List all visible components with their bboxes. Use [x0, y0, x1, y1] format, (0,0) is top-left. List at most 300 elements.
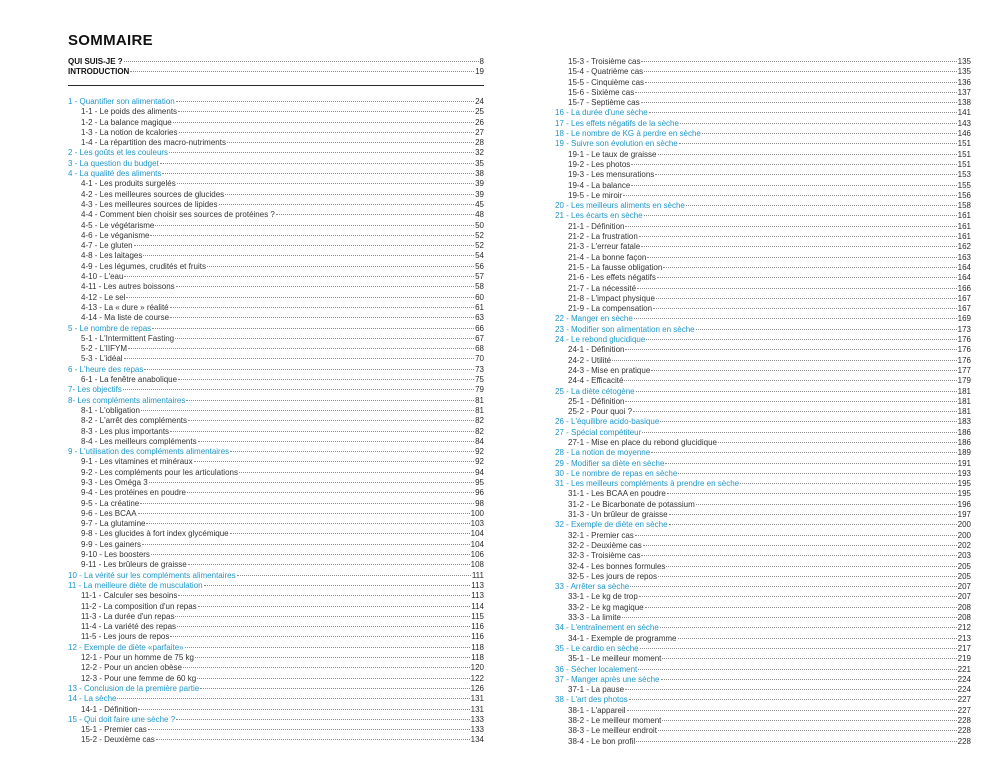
- toc-subsection-entry[interactable]: [68, 282, 484, 292]
- toc-intro-entry[interactable]: [68, 67, 484, 77]
- dot-leader: [635, 91, 956, 93]
- page-title: SOMMAIRE: [68, 32, 153, 49]
- dot-leader: [177, 182, 474, 184]
- toc-subsection-entry[interactable]: [68, 272, 484, 282]
- toc-subsection-entry[interactable]: [555, 345, 971, 355]
- toc-entry-label: 37 - Manger après une sèche: [555, 674, 660, 684]
- toc-section-entry[interactable]: [555, 582, 971, 592]
- toc-page-number: 228: [957, 736, 971, 746]
- toc-entry-label: 29 - Modifier sa diète en sèche: [555, 458, 665, 468]
- toc-section-entry[interactable]: [555, 119, 971, 129]
- toc-intro-entry[interactable]: [68, 57, 484, 67]
- toc-section-entry[interactable]: [68, 365, 484, 375]
- toc-subsection-entry[interactable]: [555, 551, 971, 561]
- toc-subsection-entry[interactable]: [555, 397, 971, 407]
- toc-page-number: 82: [475, 416, 484, 426]
- dot-leader: [680, 122, 957, 124]
- toc-subsection-entry[interactable]: [555, 304, 971, 314]
- toc-section-entry[interactable]: [68, 97, 484, 107]
- toc-page-number: 106: [470, 550, 484, 560]
- toc-section-entry[interactable]: [555, 448, 971, 458]
- toc-subsection-entry[interactable]: [68, 529, 484, 539]
- toc-entry-label: 32-3 - Troisième cas: [568, 551, 641, 561]
- toc-page-number: 67: [475, 333, 484, 343]
- dot-leader: [152, 327, 474, 329]
- dot-leader: [649, 111, 957, 113]
- toc-page-number: 19: [475, 67, 484, 77]
- toc-section-entry[interactable]: [555, 644, 971, 654]
- toc-page-number: 118: [471, 642, 484, 652]
- dot-leader: [146, 522, 469, 524]
- toc-subsection-entry[interactable]: [555, 685, 971, 695]
- toc-subsection-entry[interactable]: [68, 632, 484, 642]
- toc-subsection-entry[interactable]: [68, 612, 484, 622]
- dot-leader: [134, 244, 475, 246]
- intro-list: [68, 57, 484, 78]
- toc-subsection-entry[interactable]: [68, 200, 484, 210]
- toc-entry-label: 33-2 - Le kg magique: [568, 602, 644, 612]
- dot-leader: [635, 534, 957, 536]
- toc-entry-label: 15-3 - Troisième cas: [568, 57, 641, 66]
- dot-leader: [639, 235, 957, 237]
- dot-leader: [126, 296, 474, 298]
- toc-entry-label: 8-1 - L'obligation: [81, 405, 140, 415]
- dot-leader: [645, 606, 957, 608]
- toc-section-entry[interactable]: [68, 324, 484, 334]
- dot-leader: [622, 616, 957, 618]
- toc-entry-label: 4-5 - Le végétarisme: [81, 220, 155, 230]
- toc-page-number: 207: [957, 582, 971, 592]
- toc-page-number: 213: [957, 633, 971, 643]
- toc-subsection-entry[interactable]: [555, 500, 971, 510]
- toc-subsection-entry[interactable]: [555, 634, 971, 644]
- toc-entry-label: 7- Les objectifs: [68, 385, 122, 395]
- dot-leader: [124, 275, 474, 277]
- toc-section-entry[interactable]: [555, 520, 971, 530]
- toc-entry-label: 33-3 - La limite: [568, 613, 621, 623]
- dot-leader: [177, 625, 470, 627]
- toc-page-number: 153: [957, 170, 971, 180]
- toc-subsection-entry[interactable]: [68, 179, 484, 189]
- toc-subsection-entry[interactable]: [68, 653, 484, 663]
- toc-subsection-entry[interactable]: [555, 716, 971, 726]
- toc-subsection-entry[interactable]: [68, 550, 484, 560]
- toc-entry-label: 32-2 - Deuxième cas: [568, 540, 642, 550]
- toc-page-number: 208: [957, 613, 971, 623]
- toc-subsection-entry[interactable]: [68, 334, 484, 344]
- toc-subsection-entry[interactable]: [555, 232, 971, 242]
- toc-section-entry[interactable]: [555, 335, 971, 345]
- toc-section-entry[interactable]: [68, 694, 484, 704]
- toc-page-number: 224: [957, 685, 971, 695]
- toc-entry-label: 9-7 - La glutamine: [81, 519, 146, 529]
- toc-section-entry[interactable]: [68, 571, 484, 581]
- toc-section-entry[interactable]: [68, 715, 484, 725]
- toc-page-number: 227: [957, 695, 971, 705]
- toc-subsection-entry[interactable]: [555, 531, 971, 541]
- toc-subsection-entry[interactable]: [555, 88, 971, 98]
- toc-page-number: 173: [957, 324, 971, 334]
- dot-leader: [144, 368, 474, 370]
- dot-leader: [636, 740, 956, 742]
- dot-leader: [200, 687, 469, 689]
- toc-entry-label: 21-2 - La frustration: [568, 232, 638, 242]
- toc-entry-label: 4-3 - Les meilleures sources de lipides: [81, 199, 218, 209]
- toc-entry-label: 33-1 - Le kg de trop: [568, 592, 638, 602]
- dot-leader: [178, 378, 474, 380]
- dot-leader: [641, 101, 957, 103]
- toc-page-number: 100: [470, 508, 484, 518]
- toc-subsection-entry[interactable]: [555, 376, 971, 386]
- toc-page-number: 56: [475, 261, 484, 271]
- toc-section-entry[interactable]: [68, 148, 484, 158]
- dot-leader: [124, 60, 479, 62]
- toc-entry-label: 38-4 - Le bon profil: [568, 736, 636, 746]
- toc-section-entry[interactable]: [68, 169, 484, 179]
- toc-subsection-entry[interactable]: [68, 354, 484, 364]
- dot-leader: [207, 265, 474, 267]
- toc-entry-label: QUI SUIS-JE ?: [68, 57, 123, 66]
- toc-subsection-entry[interactable]: [555, 438, 971, 448]
- toc-entry-label: 24 - Le rebond glucidique: [555, 335, 646, 345]
- toc-subsection-entry[interactable]: [555, 572, 971, 582]
- toc-entry-label: 16 - La durée d'une sèche: [555, 108, 648, 118]
- toc-subsection-entry[interactable]: [555, 57, 971, 67]
- toc-entry-label: 15-4 - Quatrième cas: [568, 67, 644, 77]
- toc-subsection-entry[interactable]: [555, 170, 971, 180]
- toc-page-number: 84: [475, 436, 484, 446]
- dot-leader: [198, 605, 471, 607]
- toc-section-entry[interactable]: [68, 684, 484, 694]
- toc-section-entry[interactable]: [68, 396, 484, 406]
- toc-page-number: 92: [475, 457, 484, 467]
- toc-page-number: 63: [475, 313, 484, 323]
- dot-leader: [647, 256, 956, 258]
- toc-entry-label: 15-2 - Deuxième cas: [81, 735, 155, 745]
- toc-subsection-entry[interactable]: [68, 406, 484, 416]
- toc-section-entry[interactable]: [555, 428, 971, 438]
- toc-section-entry[interactable]: [68, 159, 484, 169]
- toc-subsection-entry[interactable]: [68, 118, 484, 128]
- toc-subsection-entry[interactable]: [555, 654, 971, 664]
- toc-entry-label: 21 - Les écarts en sèche: [555, 211, 643, 221]
- toc-subsection-entry[interactable]: [68, 540, 484, 550]
- toc-subsection-entry[interactable]: [555, 160, 971, 170]
- toc-subsection-entry[interactable]: [555, 181, 971, 191]
- toc-section-entry[interactable]: [555, 108, 971, 118]
- toc-entry-label: 22 - Manger en sèche: [555, 314, 633, 324]
- toc-section-entry[interactable]: [555, 665, 971, 675]
- toc-subsection-entry[interactable]: [68, 488, 484, 498]
- toc-subsection-entry[interactable]: [68, 190, 484, 200]
- toc-subsection-entry[interactable]: [68, 468, 484, 478]
- toc-subsection-entry[interactable]: [555, 253, 971, 263]
- toc-page-number: 202: [957, 540, 971, 550]
- toc-subsection-entry[interactable]: [555, 242, 971, 252]
- toc-entry-label: 12 - Exemple de diète «parfaite»: [68, 642, 184, 652]
- toc-page-number: 200: [957, 520, 971, 530]
- toc-subsection-entry[interactable]: [68, 478, 484, 488]
- toc-section-entry[interactable]: [555, 201, 971, 211]
- toc-page-number: 208: [957, 602, 971, 612]
- toc-section-entry[interactable]: [555, 314, 971, 324]
- toc-subsection-entry[interactable]: [68, 437, 484, 447]
- toc-page-number: 134: [470, 735, 484, 745]
- toc-subsection-entry[interactable]: [68, 128, 484, 138]
- toc-section-entry[interactable]: [555, 695, 971, 705]
- dot-leader: [631, 163, 956, 165]
- toc-entry-label: 19-2 - Les photos: [568, 159, 631, 169]
- toc-section-entry[interactable]: [555, 211, 971, 221]
- toc-subsection-entry[interactable]: [68, 591, 484, 601]
- toc-entry-label: 21-3 - L'erreur fatale: [568, 242, 641, 252]
- toc-subsection-entry[interactable]: [68, 663, 484, 673]
- dot-leader: [669, 523, 957, 525]
- toc-page-number: 186: [957, 427, 971, 437]
- toc-subsection-entry[interactable]: [68, 344, 484, 354]
- toc-page-number: 186: [957, 437, 971, 447]
- toc-subsection-entry[interactable]: [68, 221, 484, 231]
- toc-subsection-entry[interactable]: [68, 210, 484, 220]
- toc-page-number: 162: [957, 242, 971, 252]
- toc-entry-label: 11-1 - Calculer ses besoins: [81, 591, 178, 601]
- toc-entry-label: 19-3 - Les mensurations: [568, 170, 655, 180]
- toc-subsection-entry[interactable]: [555, 263, 971, 273]
- dot-leader: [679, 142, 957, 144]
- toc-entry-label: 4-2 - Les meilleures sources de glucides: [81, 189, 225, 199]
- toc-entry-label: 31 - Les meilleurs compléments à prendre en sèche: [555, 479, 740, 489]
- dot-leader: [666, 565, 956, 567]
- toc-subsection-entry[interactable]: [555, 191, 971, 201]
- toc-subsection-entry[interactable]: [68, 519, 484, 529]
- toc-subsection-entry[interactable]: [68, 251, 484, 261]
- toc-entry-label: 24-3 - Mise en pratique: [568, 365, 651, 375]
- toc-page-number: 131: [470, 704, 484, 714]
- toc-page-number: 126: [470, 683, 484, 693]
- toc-subsection-entry[interactable]: [555, 737, 971, 747]
- toc-section-entry[interactable]: [68, 385, 484, 395]
- toc-page-number: 227: [957, 705, 971, 715]
- toc-section-entry[interactable]: [555, 459, 971, 469]
- dot-leader: [186, 399, 474, 401]
- toc-subsection-entry[interactable]: [555, 706, 971, 716]
- toc-section-entry[interactable]: [555, 417, 971, 427]
- toc-subsection-entry[interactable]: [555, 98, 971, 108]
- toc-entry-label: 15-1 - Premier cas: [81, 725, 147, 735]
- toc-subsection-entry[interactable]: [555, 613, 971, 623]
- toc-entry-label: 4-12 - Le sel: [81, 292, 126, 302]
- toc-subsection-entry[interactable]: [555, 489, 971, 499]
- dot-leader: [140, 502, 474, 504]
- dot-leader: [651, 451, 956, 453]
- toc-page-number: 52: [475, 230, 484, 240]
- toc-entry-label: 9-1 - Les vitamines et minéraux: [81, 457, 193, 467]
- toc-subsection-entry[interactable]: [555, 541, 971, 551]
- toc-section-entry[interactable]: [555, 675, 971, 685]
- dot-leader: [662, 657, 956, 659]
- toc-section-entry[interactable]: [555, 139, 971, 149]
- dot-leader: [160, 162, 474, 164]
- toc-entry-label: 11-4 - La variété des repas: [81, 622, 177, 632]
- toc-subsection-entry[interactable]: [555, 67, 971, 77]
- toc-subsection-entry[interactable]: [555, 78, 971, 88]
- toc-entry-label: 11 - La meilleure diète de musculation: [68, 580, 203, 590]
- toc-subsection-entry[interactable]: [68, 107, 484, 117]
- toc-entry-label: 9-5 - La créatine: [81, 498, 140, 508]
- toc-subsection-entry[interactable]: [68, 375, 484, 385]
- dot-leader: [138, 708, 469, 710]
- dot-leader: [678, 637, 957, 639]
- toc-subsection-entry[interactable]: [555, 222, 971, 232]
- dot-leader: [625, 688, 957, 690]
- toc-subsection-entry[interactable]: [68, 313, 484, 323]
- dot-leader: [175, 337, 474, 339]
- toc-subsection-entry[interactable]: [68, 262, 484, 272]
- toc-subsection-entry[interactable]: [68, 622, 484, 632]
- toc-entry-label: 9-3 - Les Oméga 3: [81, 477, 148, 487]
- toc-entry-label: 4-6 - Le véganisme: [81, 230, 150, 240]
- toc-entry-label: INTRODUCTION: [68, 67, 130, 77]
- toc-entry-label: 21-8 - L'impact physique: [568, 293, 655, 303]
- toc-subsection-entry[interactable]: [555, 150, 971, 160]
- toc-subsection-entry[interactable]: [68, 457, 484, 467]
- toc-subsection-entry[interactable]: [68, 499, 484, 509]
- toc-subsection-entry[interactable]: [555, 273, 971, 283]
- toc-page-number: 166: [957, 283, 971, 293]
- toc-page-number: 38: [475, 169, 484, 179]
- toc-entry-label: 3 - La question du budget: [68, 158, 159, 168]
- toc-entry-label: 23 - Modifier son alimentation en sèche: [555, 324, 695, 334]
- toc-subsection-entry[interactable]: [68, 416, 484, 426]
- toc-page-number: 136: [957, 77, 971, 87]
- toc-page-number: 27: [475, 127, 484, 137]
- toc-subsection-entry[interactable]: [555, 407, 971, 417]
- toc-section-entry[interactable]: [555, 387, 971, 397]
- toc-page-number: 61: [475, 302, 484, 312]
- toc-page-number: 54: [475, 251, 484, 261]
- toc-entry-label: 9-4 - Les protéines en poudre: [81, 488, 186, 498]
- toc-subsection-entry[interactable]: [68, 293, 484, 303]
- divider: [68, 85, 484, 86]
- toc-subsection-entry[interactable]: [555, 592, 971, 602]
- toc-subsection-entry[interactable]: [68, 303, 484, 313]
- toc-subsection-entry[interactable]: [68, 705, 484, 715]
- dot-leader: [661, 678, 957, 680]
- toc-entry-label: 4-1 - Les produits surgelés: [81, 179, 176, 189]
- toc-page-number: 181: [957, 407, 971, 417]
- toc-page-number: 81: [475, 395, 484, 405]
- toc-subsection-entry[interactable]: [68, 231, 484, 241]
- toc-subsection-entry[interactable]: [68, 560, 484, 570]
- toc-subsection-entry[interactable]: [555, 603, 971, 613]
- toc-section-entry[interactable]: [555, 129, 971, 139]
- toc-subsection-entry[interactable]: [555, 366, 971, 376]
- toc-entry-label: 21-7 - La nécessité: [568, 283, 637, 293]
- toc-page-number: 181: [957, 386, 971, 396]
- toc-subsection-entry[interactable]: [68, 725, 484, 735]
- toc-page-number: 104: [470, 529, 484, 539]
- toc-subsection-entry[interactable]: [68, 138, 484, 148]
- dot-leader: [197, 677, 469, 679]
- dot-leader: [124, 357, 475, 359]
- toc-subsection-entry[interactable]: [68, 735, 484, 745]
- toc-subsection-entry[interactable]: [68, 674, 484, 684]
- toc-page-number: 141: [957, 108, 971, 118]
- toc-section-entry[interactable]: [68, 643, 484, 653]
- toc-section-entry[interactable]: [68, 581, 484, 591]
- toc-left-column: [68, 97, 484, 746]
- dot-leader: [740, 482, 957, 484]
- toc-subsection-entry[interactable]: [555, 562, 971, 572]
- toc-page-number: 131: [470, 694, 484, 704]
- dot-leader: [657, 276, 957, 278]
- toc-entry-label: 8-2 - L'arrêt des compléments: [81, 416, 188, 426]
- toc-entry-label: 1-3 - La notion de kcalories: [81, 127, 178, 137]
- dot-leader: [176, 100, 474, 102]
- toc-subsection-entry[interactable]: [555, 726, 971, 736]
- toc-section-entry[interactable]: [555, 325, 971, 335]
- toc-entry-label: 32-5 - Les jours de repos: [568, 571, 657, 581]
- toc-page-number: 94: [475, 467, 484, 477]
- toc-entry-label: 21-6 - Les effets négatifs: [568, 273, 656, 283]
- toc-subsection-entry[interactable]: [68, 427, 484, 437]
- toc-subsection-entry[interactable]: [68, 241, 484, 251]
- toc-page-number: 191: [957, 458, 971, 468]
- toc-entry-label: 34 - L'entraînement en sèche: [555, 623, 659, 633]
- toc-entry-label: 21-1 - Définition: [568, 221, 625, 231]
- dot-leader: [658, 575, 957, 577]
- dot-leader: [625, 225, 956, 227]
- dot-leader: [178, 110, 474, 112]
- toc-page-number: 135: [957, 67, 971, 77]
- dot-leader: [194, 460, 474, 462]
- toc-page-number: 217: [957, 643, 971, 653]
- dot-leader: [169, 151, 474, 153]
- toc-subsection-entry[interactable]: [555, 510, 971, 520]
- toc-entry-label: 4-14 - Ma liste de course: [81, 313, 170, 323]
- toc-entry-label: 32 - Exemple de diète en sèche: [555, 520, 668, 530]
- toc-page-number: 164: [957, 262, 971, 272]
- dot-leader: [156, 738, 470, 740]
- toc-subsection-entry[interactable]: [68, 602, 484, 612]
- toc-section-entry[interactable]: [555, 623, 971, 633]
- dot-leader: [170, 306, 474, 308]
- toc-subsection-entry[interactable]: [555, 356, 971, 366]
- toc-subsection-entry[interactable]: [555, 284, 971, 294]
- toc-entry-label: 19 - Suivre son évolution en sèche: [555, 139, 678, 149]
- toc-page-number: 81: [475, 405, 484, 415]
- toc-section-entry[interactable]: [555, 479, 971, 489]
- toc-subsection-entry[interactable]: [68, 509, 484, 519]
- toc-entry-label: 20 - Les meilleurs aliments en sèche: [555, 201, 685, 211]
- toc-entry-label: 5 - Le nombre de repas: [68, 323, 152, 333]
- toc-page-number: 104: [470, 539, 484, 549]
- toc-entry-label: 12-3 - Pour une femme de 60 kg: [81, 673, 197, 683]
- toc-subsection-entry[interactable]: [555, 294, 971, 304]
- dot-leader: [642, 431, 956, 433]
- toc-section-entry[interactable]: [68, 447, 484, 457]
- toc-page-number: 133: [470, 725, 484, 735]
- toc-entry-label: 9-6 - Les BCAA: [81, 508, 137, 518]
- toc-page-number: 195: [957, 489, 971, 499]
- toc-entry-label: 15-6 - Sixième cas: [568, 87, 635, 97]
- toc-page-number: 133: [470, 714, 484, 724]
- toc-entry-label: 21-9 - La compensation: [568, 304, 653, 314]
- toc-page-number: 151: [957, 139, 971, 149]
- toc-section-entry[interactable]: [555, 469, 971, 479]
- dot-leader: [660, 626, 957, 628]
- toc-page-number: 111: [471, 570, 484, 580]
